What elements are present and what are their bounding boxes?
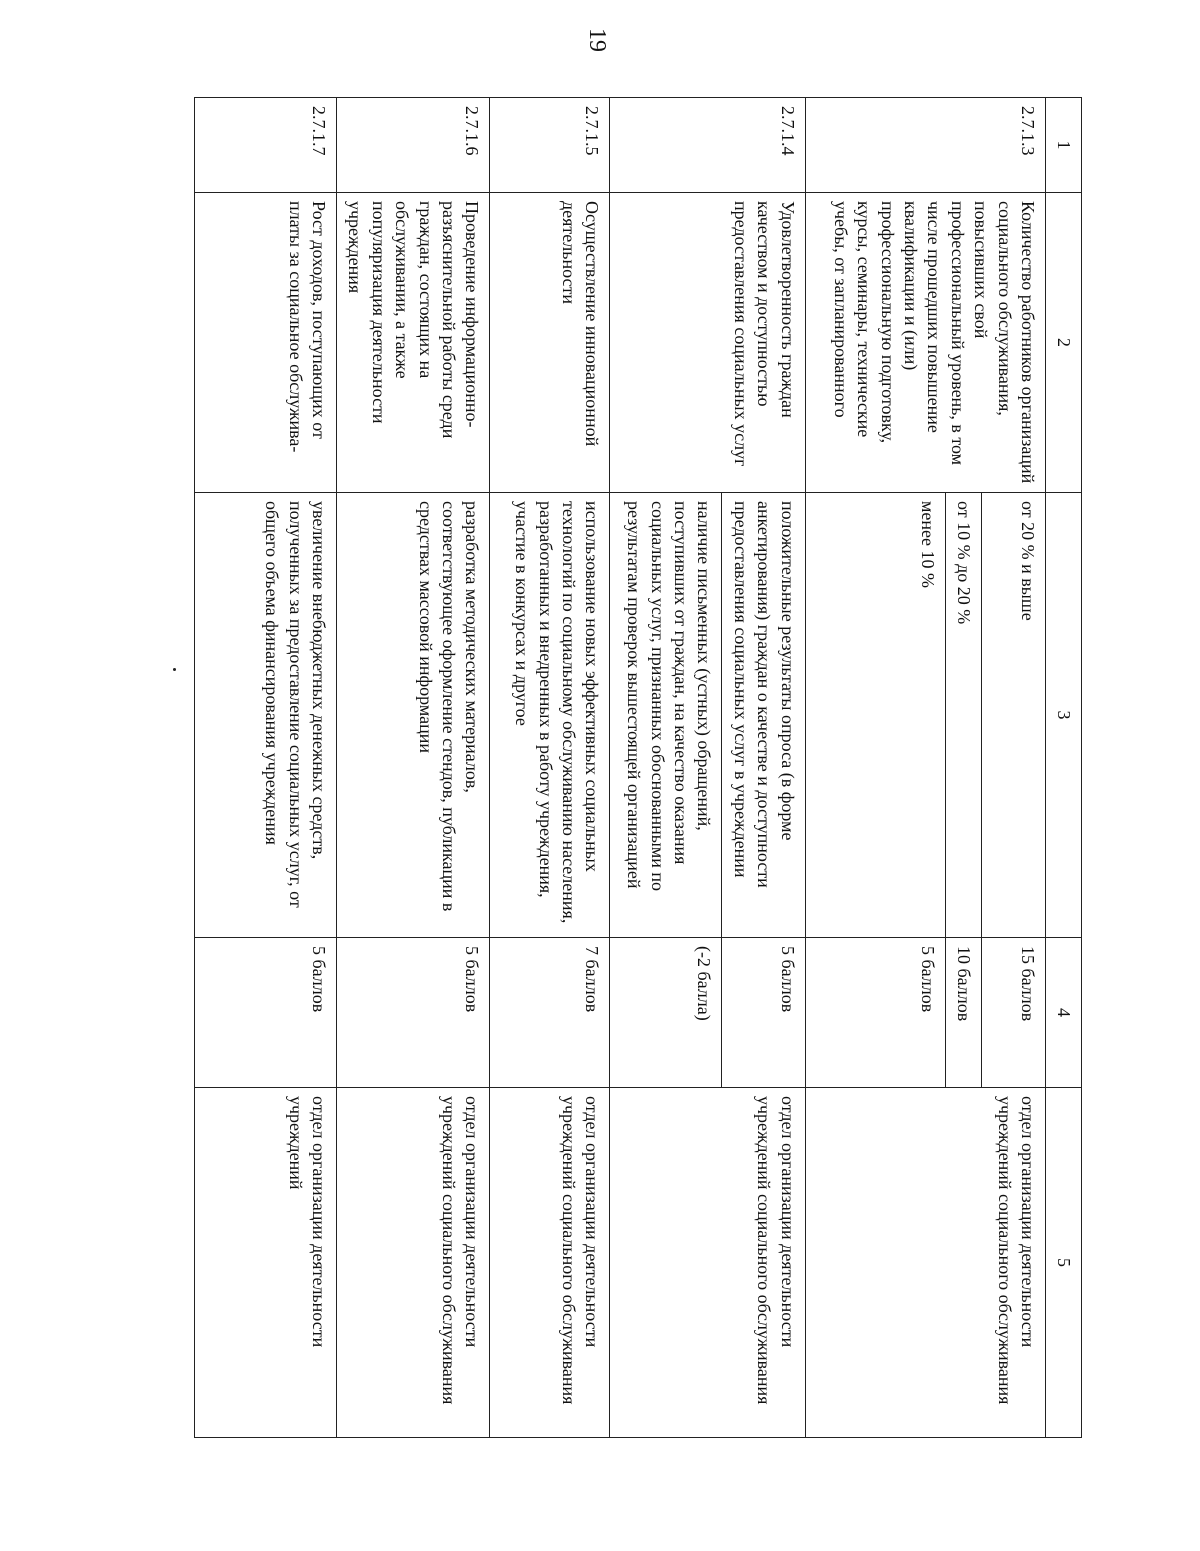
header-row [1046,98,1082,1438]
criterion-cell: разработка методических материалов, соответствующее оформление стендов, публикации в средствах массовой информации [337,493,490,938]
responsible-cell: отдел организации деятельности учреждений социального обслуживания [337,1088,490,1438]
responsible-cell: отдел организации деятельности учреждений социального обслуживания [490,1088,610,1438]
table-row [722,98,805,1438]
row-number: 2.7.1.4 [610,98,805,193]
score-cell: 7 баллов [490,938,610,1088]
header-cell: 5 [1046,1088,1082,1438]
score-cell: (-2 балла) [610,938,722,1088]
criteria-table [194,97,1082,1438]
criterion-cell: положительные результаты опроса (в форме анкетирования) граждан о качестве и доступности предоставления социальных услуг в учреждении [722,493,805,938]
responsible-cell: отдел организации деятельности учреждений социального обслуживания [610,1088,805,1438]
table-row [195,98,337,1438]
criterion-cell: использование новых эффективных социальных технологий по социальному обслуживанию населения, разработанных и внедренных в работу учреждения, участие в конкурсах и другое [490,493,610,938]
responsible-cell: отдел организации деятельности учреждений социального обслуживания [805,1088,1045,1438]
score-cell: 10 баллов [945,938,981,1088]
table-row [337,98,490,1438]
header-cell: 2 [1046,193,1082,493]
criterion-cell: от 10 % до 20 % [945,493,981,938]
row-number: 2.7.1.3 [805,98,1045,193]
indicator-cell: Рост доходов, поступающих от платы за социальное обслужива- [195,193,337,493]
indicator-cell: Осуществление инновационной деятельности [490,193,610,493]
indicator-cell: Количество работников организаций социального обслуживания, повысивших свой профессиональный уровень, в том числе прошедших повышение квалификации и (или) профессиональную подготовку, курсы, семинары, технические учебы, от запланированного [805,193,1045,493]
criterion-cell: наличие письменных (устных) обращений, поступивших от граждан, на качество оказания социальных услуг, признанных обоснованными по результатам проверок вышестоящей организацией [610,493,722,938]
table-row [490,98,610,1438]
criterion-cell: от 20 % и выше [982,493,1046,938]
score-cell: 15 баллов [982,938,1046,1088]
table-row [982,98,1046,1438]
score-cell: 5 баллов [195,938,337,1088]
row-number: 2.7.1.7 [195,98,337,193]
rotated-table-frame [212,97,1082,1437]
score-cell: 5 баллов [722,938,805,1088]
header-cell: 3 [1046,493,1082,938]
criterion-cell: менее 10 % [805,493,945,938]
header-cell: 4 [1046,938,1082,1088]
header-cell: 1 [1046,98,1082,193]
indicator-cell: Удовлетворенность граждан качеством и доступностью предоставления социальных услуг [610,193,805,493]
score-cell: 5 баллов [337,938,490,1088]
page-number: 19 [584,28,610,52]
row-number: 2.7.1.5 [490,98,610,193]
criterion-cell: увеличение внебюджетных денежных средств, полученных за предоставление социальных услуг, от общего объема финансирования учреждения [195,493,337,938]
indicator-cell: Проведение информационно-разъяснительной работы среди граждан, состоящих на обслуживании, а также популяризация деятельности учреждения [337,193,490,493]
score-cell: 5 баллов [805,938,945,1088]
responsible-cell: отдел организации деятельности учреждений [195,1088,337,1438]
scan-speck [173,668,176,671]
row-number: 2.7.1.6 [337,98,490,193]
